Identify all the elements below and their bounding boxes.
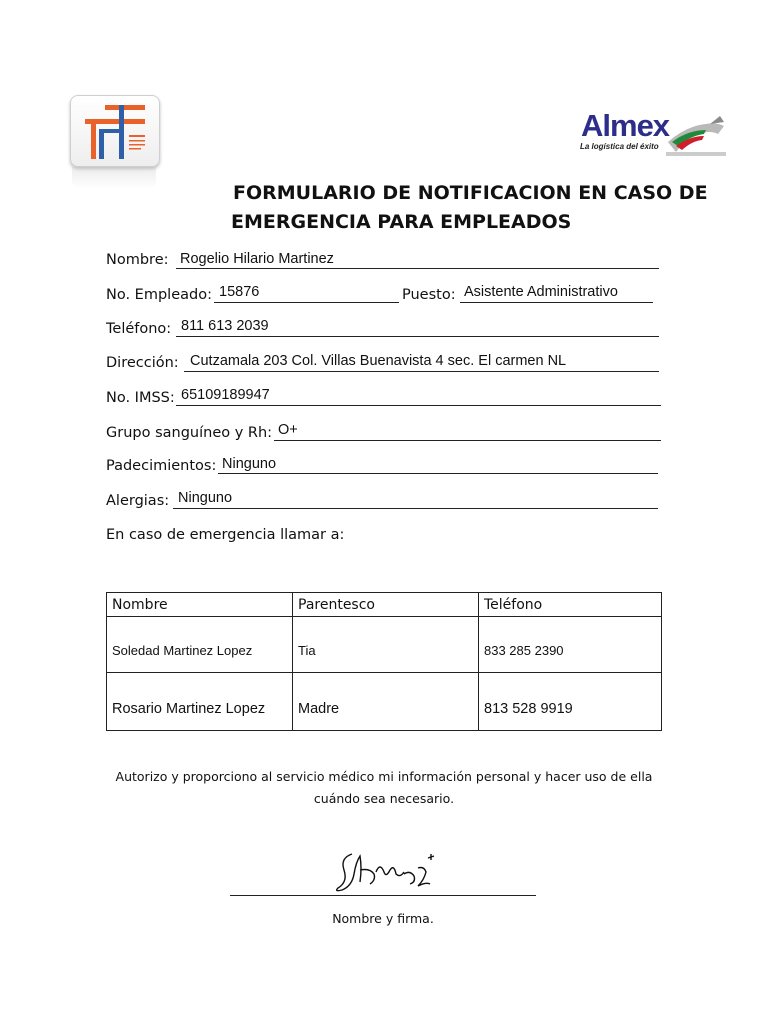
contact-relationship: Madre (293, 673, 479, 731)
nombre-underline (176, 268, 659, 269)
form-title-line1: FORMULARIO DE NOTIFICACION EN CASO DE (233, 182, 708, 204)
alergias-value: Ninguno (178, 490, 233, 506)
form-title-line2: EMERGENCIA PARA EMPLEADOS (231, 211, 572, 233)
nombre-value: Rogelio Hilario Martinez (180, 251, 334, 267)
puesto-underline (460, 302, 653, 303)
brand-tagline: La logística del éxito (580, 142, 659, 151)
contact-name: Soledad Martinez Lopez (107, 617, 293, 673)
direccion-label: Dirección: (106, 355, 179, 371)
brand-name: Almex (581, 108, 670, 143)
signature-label: Nombre y firma. (332, 911, 434, 926)
sangre-value: O+ (278, 422, 298, 438)
padecimientos-label: Padecimientos: (106, 458, 217, 474)
header-telefono: Teléfono (479, 593, 662, 617)
table-header-row (107, 593, 662, 617)
telefono-underline (176, 336, 659, 337)
padecimientos-underline (218, 473, 658, 474)
signature-line (230, 895, 536, 896)
company-logo-left (70, 95, 160, 167)
empleado-underline (214, 302, 399, 303)
sangre-underline (274, 440, 661, 441)
contact-phone: 813 528 9919 (479, 673, 662, 731)
direccion-underline (184, 371, 659, 372)
empleado-label: No. Empleado: (106, 287, 212, 303)
tht-logo-icon (79, 101, 151, 163)
contact-phone: 833 285 2390 (479, 617, 662, 673)
emergencia-label: En caso de emergencia llamar a: (106, 527, 345, 543)
telefono-value: 811 613 2039 (181, 318, 269, 334)
nombre-label: Nombre: (106, 252, 169, 268)
direccion-value: Cutzamala 203 Col. Villas Buenavista 4 sec. El carmen NL (190, 353, 567, 369)
sangre-label: Grupo sanguíneo y Rh: (106, 425, 273, 441)
alergias-underline (173, 508, 658, 509)
logo-reflection (72, 167, 156, 189)
alergias-label: Alergias: (106, 493, 170, 509)
empleado-value: 15876 (219, 284, 260, 300)
contact-name: Rosario Martinez Lopez (107, 673, 293, 731)
emergency-contacts-table (106, 592, 662, 731)
header-parentesco: Parentesco (293, 593, 479, 617)
handwritten-signature (330, 848, 450, 898)
padecimientos-value: Ninguno (222, 456, 277, 472)
imss-underline (176, 405, 661, 406)
eagle-icon (666, 112, 726, 158)
consent-text: Autorizo y proporciono al servicio médico mi información personal y hacer uso de ella cuándo sea necesario. (115, 769, 653, 806)
header-nombre: Nombre (107, 593, 293, 617)
imss-value: 65109189947 (181, 387, 270, 403)
telefono-label: Teléfono: (106, 321, 172, 337)
contact-relationship: Tia (293, 617, 479, 673)
table-row (107, 673, 662, 731)
imss-label: No. IMSS: (106, 390, 175, 406)
almex-logo (578, 108, 726, 160)
puesto-value: Asistente Administrativo (464, 284, 618, 300)
puesto-label: Puesto: (402, 287, 456, 303)
table-row (107, 617, 662, 673)
